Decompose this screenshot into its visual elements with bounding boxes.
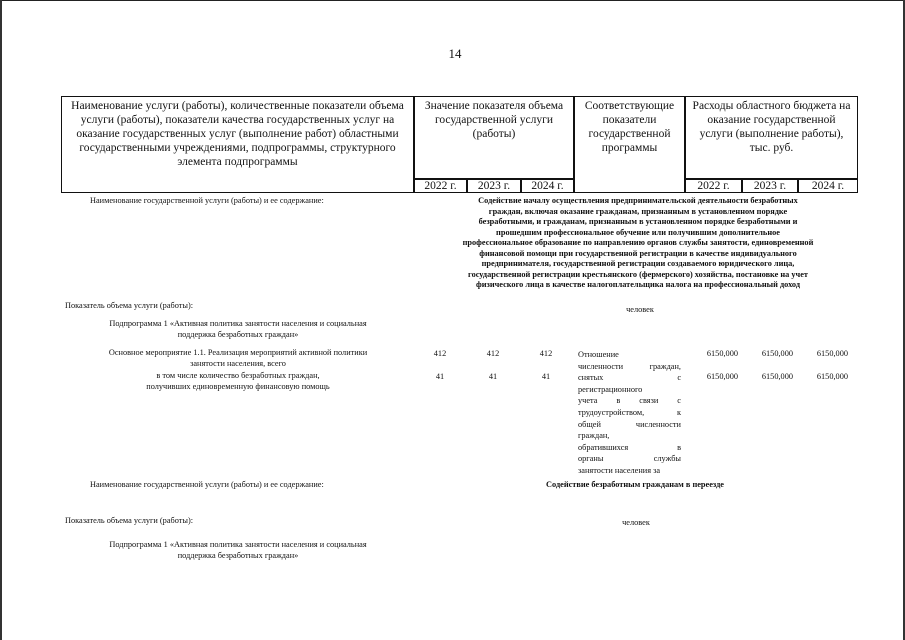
sub-expense-2022: 6150,000 — [706, 372, 738, 381]
sub-value-2022: 41 — [435, 372, 445, 381]
sub-value-2023: 41 — [488, 372, 498, 381]
indicator-line: занятости населения за — [578, 465, 661, 475]
page-frame-top — [0, 0, 905, 1]
expense-year-2022: 2022 г. — [685, 179, 742, 193]
sub-value-2024: 41 — [541, 372, 551, 381]
service1-volume-label: Показатель объема услуги (работы): — [65, 301, 194, 310]
header-programs-text: Соответствующие показатели государственной программы — [584, 100, 675, 154]
header-name-column — [61, 96, 414, 193]
header-programs-column — [574, 96, 685, 193]
sub-expense-2024: 6150,000 — [816, 372, 848, 381]
header-name-text: Наименование услуги (работы), количественные показатели объема услуги (работы), показатели качества государственных услуг на оказание государственных услуг (выполнение работ) областными государственными учреждениями, подпрограммы, структурного элемента подпрограммы — [71, 100, 404, 168]
value-year-2023: 2023 г. — [467, 179, 521, 193]
service2-subprogram-line: Подпрограмма 1 «Активная политика занятости населения и социальная — [109, 540, 367, 549]
value-year-2024: 2024 г. — [521, 179, 574, 193]
service1-sub-line: получивших единовременную финансовую помощь — [146, 381, 330, 391]
service2-subprogram-line: поддержка безработных граждан» — [177, 550, 299, 560]
service1-content — [414, 196, 862, 291]
header-value-text: Значение показателя объема государственной услуги (работы) — [424, 100, 564, 140]
service1-subprogram-line: Подпрограмма 1 «Активная политика занятости населения и социальная — [109, 319, 367, 328]
service1-content-line: граждан, включая оказание гражданам, признанным в установленном порядке — [488, 206, 788, 216]
indicator-line: численности граждан, — [578, 361, 681, 371]
event-value-2024: 412 — [539, 349, 553, 358]
indicator-line: учета в связи с — [578, 396, 681, 406]
indicator-text — [578, 349, 681, 477]
expense-year-2024: 2024 г. — [798, 179, 858, 193]
service2-volume-label: Показатель объема услуги (работы): — [65, 516, 194, 525]
indicator-line: обратившихся в — [578, 442, 681, 452]
service2-name-label: Наименование государственной услуги (работы) и ее содержание: — [90, 480, 324, 489]
service1-content-line: физического лица в качестве налогоплательщика налога на профессиональный доход — [475, 280, 801, 289]
sub-expense-2023: 6150,000 — [761, 372, 793, 381]
event-expense-2023: 6150,000 — [761, 349, 793, 358]
service1-content-line: профессиональное образование по направлению органов службы занятости, единовременной — [462, 238, 814, 247]
service1-sub — [70, 371, 406, 392]
service1-content-line: финансовой помощи при государственной регистрации в качестве индивидуального — [479, 248, 797, 258]
indicator-line: трудоустройством, к — [578, 407, 681, 417]
indicator-line: Отношение — [578, 350, 619, 359]
service1-unit: человек — [626, 305, 654, 314]
service1-content-line: Содействие началу осуществления предпринимательской деятельности безработных — [478, 196, 798, 205]
service2-subprogram — [70, 540, 406, 561]
indicator-line: регистрационного — [578, 384, 643, 394]
header-expenses-text: Расходы областного бюджета на оказание государственной услуги (выполнение работы), тыс. руб. — [692, 100, 851, 154]
page-frame-left — [0, 0, 2, 640]
header-expenses-column — [685, 96, 858, 179]
service1-content-line: прошедшим профессиональное обучение или получившим дополнительное — [496, 227, 780, 237]
value-year-2022: 2022 г. — [414, 179, 467, 193]
service1-event-line: Основное мероприятие 1.1. Реализация мероприятий активной политики — [108, 348, 368, 357]
service1-event — [70, 348, 406, 369]
service1-subprogram — [70, 319, 406, 340]
indicator-line: граждан, — [578, 431, 610, 441]
indicator-line: органы службы — [578, 454, 681, 464]
service1-sub-line: в том числе количество безработных граждан, — [156, 371, 320, 380]
service1-content-line: предпринимателя, государственной регистрации создаваемого юридического лица, — [481, 259, 795, 268]
service1-content-line: государственной регистрации крестьянского (фермерского) хозяйства, постановке на учет — [468, 269, 808, 279]
event-value-2022: 412 — [433, 349, 447, 358]
service1-name-label: Наименование государственной услуги (работы) и ее содержание: — [90, 196, 324, 205]
indicator-line: снятых с — [578, 373, 681, 383]
event-expense-2024: 6150,000 — [816, 349, 848, 358]
service1-content-line: безработными, и гражданам, признанным в установленном порядке безработными и — [478, 217, 798, 226]
service1-subprogram-line: поддержка безработных граждан» — [177, 329, 299, 339]
header-value-column — [414, 96, 574, 179]
expense-year-2023: 2023 г. — [742, 179, 798, 193]
page-number: 14 — [448, 46, 462, 61]
service1-event-line: занятости населения, всего — [190, 358, 286, 368]
event-value-2023: 412 — [486, 349, 500, 358]
event-expense-2022: 6150,000 — [706, 349, 738, 358]
indicator-line: общей численности — [578, 419, 681, 429]
service2-unit: человек — [622, 518, 650, 527]
service2-content: Содействие безработным гражданам в переезде — [546, 480, 724, 489]
